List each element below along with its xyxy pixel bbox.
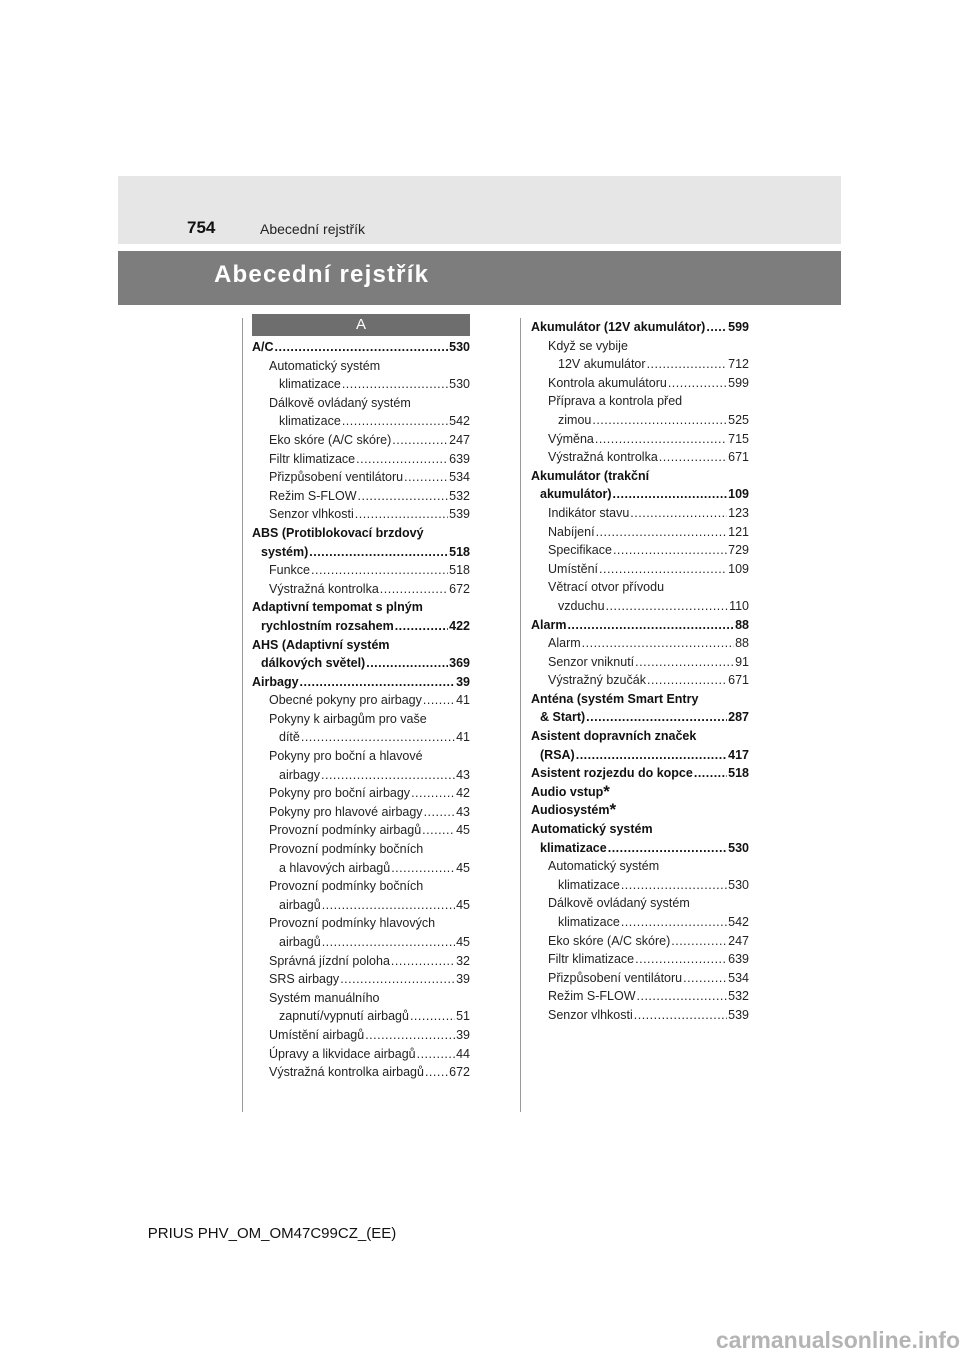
dot-leader: [621, 913, 727, 932]
dot-leader: [410, 1007, 455, 1026]
index-entry-text: Režim S-FLOW: [548, 989, 636, 1004]
index-entry: [531, 430, 749, 449]
index-entry: [531, 727, 749, 746]
index-entry-text: Výstražná kontrolka airbagů: [269, 1065, 424, 1080]
index-page-number: 518: [449, 563, 470, 578]
index-entry-text: Umístění: [548, 561, 599, 576]
index-entry-text: Akumulátor (trakční: [531, 468, 650, 483]
dot-leader: [630, 504, 727, 523]
index-page-number: 247: [449, 432, 470, 447]
index-entry-text: Filtr klimatizace: [269, 451, 356, 466]
header-band: [118, 176, 841, 244]
index-page-number: 88: [735, 636, 749, 651]
index-entry: [531, 950, 749, 969]
index-entry: [252, 728, 470, 747]
dot-leader: [392, 431, 448, 450]
index-entry: [252, 375, 470, 394]
index-entry-text: Senzor vlhkosti: [548, 1007, 633, 1022]
index-entry-text: Provozní podmínky bočních: [269, 879, 424, 894]
index-entry-text: Dálkově ovládaný systém: [548, 896, 690, 911]
dot-leader: [342, 412, 448, 431]
dot-leader: [595, 430, 727, 449]
index-entry-text: Audiosystém: [531, 803, 610, 818]
index-entry-text: Automatický systém: [531, 822, 653, 837]
dot-leader: [301, 728, 455, 747]
index-entry-text: Přizpůsobení ventilátoru: [269, 470, 404, 485]
column-rule-left: [242, 318, 243, 1112]
index-entry: [252, 617, 470, 636]
index-entry: [252, 431, 470, 450]
index-entry-text: klimatizace: [540, 840, 607, 855]
document-footer: PRIUS PHV_OM_OM47C99CZ_(EE): [147, 1225, 397, 1242]
index-entry-text: Senzor vlhkosti: [269, 507, 354, 522]
index-page-number: 532: [449, 488, 470, 503]
dot-leader: [311, 561, 448, 580]
index-entry-text: (RSA): [540, 747, 575, 762]
index-entry-text: Kontrola akumulátoru: [548, 375, 667, 390]
index-entry-text: Nabíjení: [548, 524, 595, 539]
index-entry: [252, 1063, 470, 1082]
dot-leader: [322, 896, 455, 915]
index-entry-text: Pokyny k airbagům pro vaše: [269, 711, 427, 726]
index-page-number: 539: [449, 507, 470, 522]
index-entry: [531, 467, 749, 486]
index-entry: [531, 690, 749, 709]
index-entry: [252, 524, 470, 543]
index-entry-text: Provozní podmínky bočních: [269, 842, 424, 857]
index-entry: [252, 989, 470, 1008]
index-entry-text: klimatizace: [558, 877, 620, 892]
index-page-number: 45: [456, 935, 470, 949]
index-entry-text: akumulátor): [540, 487, 612, 502]
dot-leader: [425, 1063, 448, 1082]
index-entry-text: Výměna: [548, 431, 594, 446]
index-entry: [252, 338, 470, 357]
index-entry-text: SRS airbagy: [269, 972, 340, 987]
index-entry-text: Když se vybije: [548, 338, 628, 353]
index-entry: [252, 859, 470, 878]
index-page-number: 45: [456, 823, 470, 838]
index-page-number: 41: [456, 693, 470, 708]
index-entry-text: Asistent dopravních značek: [531, 729, 697, 744]
index-entry-text: 12V akumulátor: [558, 357, 646, 372]
index-entry-text: Pokyny pro boční airbagy: [269, 786, 411, 801]
index-entry-text: AHS (Adaptivní systém: [252, 637, 390, 652]
index-entry: [531, 987, 749, 1006]
index-entry: [531, 392, 749, 411]
index-page-number: 532: [728, 989, 749, 1004]
index-entry-text: Automatický systém: [269, 358, 381, 373]
dot-leader: [424, 803, 456, 822]
index-page-number: 671: [728, 450, 749, 465]
index-page-number: 109: [728, 561, 749, 576]
index-entry-text: Režim S-FLOW: [269, 488, 357, 503]
dot-leader: [668, 374, 727, 393]
index-entry-text: klimatizace: [279, 414, 341, 429]
index-entry-text: A/C: [252, 340, 274, 354]
index-entry-text: a hlavových airbagů: [279, 860, 391, 875]
index-entry-text: airbagy: [279, 767, 320, 782]
index-entry-text: Větrací otvor přívodu: [548, 580, 665, 595]
index-page-number: 32: [456, 953, 470, 968]
dot-leader: [606, 597, 729, 616]
index-entry: [531, 820, 749, 839]
index-entry: [252, 710, 470, 729]
index-page-number: 287: [728, 710, 749, 725]
dot-leader: [671, 932, 727, 951]
dot-leader: [596, 523, 728, 542]
index-page-number: 39: [456, 674, 470, 689]
index-entry-text: klimatizace: [558, 915, 620, 929]
index-page-number: 599: [728, 320, 749, 334]
index-page-number: 45: [456, 897, 470, 912]
index-page-number: 530: [728, 877, 749, 892]
index-page-number: 530: [449, 340, 470, 354]
index-entry-text: Úpravy a likvidace airbagů: [269, 1046, 416, 1061]
index-entry: [252, 840, 470, 859]
index-page-number: 45: [456, 860, 470, 875]
index-page-number: 42: [456, 786, 470, 801]
dot-leader: [321, 766, 455, 785]
index-entry: [252, 673, 470, 692]
index-entry-text: Umístění airbagů: [269, 1027, 365, 1042]
dot-leader: [423, 691, 455, 710]
index-entry: [252, 394, 470, 413]
dot-leader: [366, 654, 448, 673]
index-page-number: 39: [456, 1027, 470, 1042]
index-entry: [531, 448, 749, 467]
page-number: 754: [187, 218, 216, 237]
index-entry-text: Výstražná kontrolka: [269, 581, 379, 596]
index-entry: [252, 580, 470, 599]
dot-leader: [391, 859, 455, 878]
page-title: Abecední rejstřík: [214, 261, 430, 288]
index-page-number: 110: [729, 598, 749, 613]
index-entry: [252, 952, 470, 971]
dot-leader: [635, 950, 727, 969]
dot-leader: [683, 969, 727, 988]
index-entry: [252, 636, 470, 655]
index-page-number: 247: [728, 933, 749, 948]
dot-leader: [621, 876, 727, 895]
index-entry: [531, 969, 749, 988]
dot-leader: [647, 355, 728, 374]
index-entry-text: Airbagy: [252, 674, 299, 689]
index-entry-text: Indikátor stavu: [548, 505, 630, 520]
index-page-number: 530: [728, 840, 749, 855]
dot-leader: [608, 839, 727, 858]
index-entry-text: Provozní podmínky airbagů: [269, 823, 422, 838]
index-entry: [531, 560, 749, 579]
index-entry: [252, 1045, 470, 1064]
index-page-number: 599: [728, 375, 749, 390]
index-entry: [252, 877, 470, 896]
index-entry-text: Alarm: [531, 617, 567, 632]
index-entry: [531, 857, 749, 876]
dot-leader: [411, 784, 455, 803]
index-entry-text: systém): [261, 544, 309, 559]
index-entry-text: Provozní podmínky hlavových: [269, 916, 436, 931]
index-page-number: 672: [449, 1065, 470, 1080]
dot-leader: [634, 1006, 727, 1025]
index-entry: [252, 598, 470, 617]
index-entry: [252, 543, 470, 562]
dot-leader: [355, 505, 448, 524]
index-entry: [252, 357, 470, 376]
index-entry: [252, 821, 470, 840]
dot-leader: [576, 746, 727, 765]
index-entry-text: airbagů: [279, 897, 321, 912]
dot-leader: [309, 543, 448, 562]
dot-leader: [380, 580, 448, 599]
index-entry: [531, 374, 749, 393]
dot-leader: [417, 1045, 455, 1064]
index-entry-text: Pokyny pro hlavové airbagy: [269, 804, 423, 819]
index-entry-text: Příprava a kontrola před: [548, 394, 683, 409]
dot-leader: [592, 411, 727, 430]
dot-leader: [358, 487, 449, 506]
index-page-number: 542: [728, 915, 749, 929]
index-page-number: 43: [456, 767, 470, 782]
index-entry-text: airbagů: [279, 935, 321, 949]
index-entry: [252, 896, 470, 915]
index-page-number: 525: [728, 412, 749, 427]
index-page-number: 539: [728, 1007, 749, 1022]
index-entry-text: Výstražný bzučák: [548, 673, 646, 688]
index-page-number: 417: [728, 747, 749, 762]
index-entry: [531, 876, 749, 895]
index-page-number: 51: [456, 1009, 470, 1024]
index-entry: [531, 671, 749, 690]
index-entry: [531, 634, 749, 653]
running-header: Abecední rejstřík: [260, 221, 366, 237]
index-page-number: 41: [456, 730, 470, 745]
dot-leader: [647, 671, 727, 690]
index-entry: [531, 523, 749, 542]
index-page-number: 518: [728, 766, 749, 781]
index-entry-text: Alarm: [548, 636, 581, 651]
index-entry: [531, 653, 749, 672]
dot-leader: [567, 616, 734, 635]
dot-leader: [404, 468, 448, 487]
index-entry-text: vzduchu: [558, 598, 605, 613]
index-entry: [252, 970, 470, 989]
index-entry: [531, 337, 749, 356]
dot-leader: [342, 375, 448, 394]
index-entry-text: & Start): [540, 710, 586, 725]
dot-leader: [322, 933, 455, 952]
index-entry-text: Senzor vniknutí: [548, 654, 635, 669]
dot-leader: [637, 987, 728, 1006]
index-page-number: 422: [449, 618, 470, 633]
index-page-number: 729: [728, 543, 749, 558]
index-page-number: 712: [728, 357, 749, 372]
index-entry-text: klimatizace: [279, 377, 341, 392]
index-entry-text: Správná jízdní poloha: [269, 953, 390, 968]
index-page-number: 39: [456, 972, 470, 987]
watermark: carmanualsonline.info: [715, 1327, 960, 1353]
index-entry: [252, 561, 470, 580]
index-entry-text: Přizpůsobení ventilátoru: [548, 970, 683, 985]
index-entry: [252, 914, 470, 933]
index-page-number: 109: [728, 487, 749, 502]
dot-leader: [694, 764, 727, 783]
index-entry-text: zapnutí/vypnutí airbagů: [279, 1009, 409, 1024]
index-page-number: 671: [728, 673, 749, 688]
index-entry-text: ABS (Protiblokovací brzdový: [252, 525, 424, 540]
dot-leader: [635, 653, 734, 672]
index-entry-text: Eko skóre (A/C skóre): [548, 933, 671, 948]
index-page-number: 672: [449, 581, 470, 596]
index-entry: [252, 412, 470, 431]
dot-leader: [275, 338, 449, 357]
dot-leader: [599, 560, 727, 579]
index-entry-text: Výstražná kontrolka: [548, 450, 658, 465]
index-entry-text: Asistent rozjezdu do kopce: [531, 766, 693, 781]
index-entry: Audio vstup *: [531, 781, 610, 801]
index-entry-text: dálkových světel): [261, 656, 366, 671]
index-entry: [531, 485, 749, 504]
index-entry: [531, 764, 749, 783]
section-letter-bar: A: [252, 314, 470, 336]
index-entry: [252, 450, 470, 469]
index-entry: [531, 913, 749, 932]
index-entry-text: Filtr klimatizace: [548, 952, 635, 967]
dot-leader: [391, 952, 455, 971]
index-entry: [531, 541, 749, 560]
index-entry-text: Systém manuálního: [269, 990, 380, 1005]
index-entry: [531, 318, 749, 337]
index-entry: [531, 504, 749, 523]
index-entry: [531, 355, 749, 374]
index-page-number: 121: [728, 524, 749, 539]
index-entry: [531, 597, 749, 616]
index-entry-text: Akumulátor (12V akumulátor): [531, 320, 706, 334]
index-entry: [252, 1026, 470, 1045]
index-entry: [252, 487, 470, 506]
index-entry: [252, 803, 470, 822]
index-entry-text: Automatický systém: [548, 859, 660, 874]
index-entry: [252, 933, 470, 952]
index-entry: [531, 894, 749, 913]
dot-leader: [659, 448, 727, 467]
index-page-number: 639: [449, 451, 470, 466]
index-entry: [531, 932, 749, 951]
index-page-number: 542: [449, 414, 470, 429]
dot-leader: [706, 318, 727, 337]
index-page-number: 91: [735, 654, 749, 669]
index-entry: [531, 616, 749, 635]
index-entry: [252, 691, 470, 710]
dot-leader: [613, 485, 728, 504]
dot-leader: [365, 1026, 455, 1045]
index-entry: [531, 1006, 749, 1025]
index-page-number: 43: [456, 804, 470, 819]
index-entry-text: Funkce: [269, 563, 310, 578]
index-entry: [252, 654, 470, 673]
index-entry-text: zimou: [558, 412, 592, 427]
index-entry: [252, 784, 470, 803]
index-entry: [531, 578, 749, 597]
dot-leader: [422, 821, 455, 840]
index-entry: [531, 708, 749, 727]
index-entry-text: Anténa (systém Smart Entry: [531, 691, 699, 706]
index-entry: [252, 1007, 470, 1026]
index-entry: [252, 747, 470, 766]
index-page-number: 88: [735, 617, 749, 632]
index-page-number: 715: [728, 431, 749, 446]
index-entry: [252, 505, 470, 524]
dot-leader: [582, 634, 734, 653]
index-entry: [531, 839, 749, 858]
index-entry-text: dítě: [279, 730, 300, 745]
index-entry-text: Dálkově ovládaný systém: [269, 395, 411, 410]
index-entry-text: Eko skóre (A/C skóre): [269, 432, 392, 447]
index-entry-text: Obecné pokyny pro airbagy: [269, 693, 422, 708]
index-entry-text: Specifikace: [548, 543, 612, 558]
index-entry-text: rychlostním rozsahem: [261, 618, 394, 633]
index-page-number: 518: [449, 544, 470, 559]
index-entry: [252, 766, 470, 785]
dot-leader: [356, 450, 448, 469]
index-page-number: 44: [456, 1046, 470, 1061]
dot-leader: [613, 541, 727, 560]
column-rule-middle: [520, 318, 521, 1112]
index-entry-text: Pokyny pro boční a hlavové: [269, 749, 423, 764]
index-entry: [252, 468, 470, 487]
index-entry-text: Audio vstup: [531, 784, 604, 799]
index-column-left: [252, 338, 470, 1082]
index-entry: [531, 411, 749, 430]
index-page-number: 534: [728, 970, 749, 985]
index-page-number: 534: [449, 470, 470, 485]
index-page-number: 530: [449, 377, 470, 392]
index-page-number: 123: [728, 505, 749, 520]
index-page-number: 369: [449, 656, 470, 671]
index-entry: [531, 746, 749, 765]
index-entry: Audiosystém *: [531, 800, 617, 820]
dot-leader: [395, 617, 448, 636]
dot-leader: [586, 708, 727, 727]
dot-leader: [300, 673, 456, 692]
index-entry-text: Adaptivní tempomat s plným: [252, 600, 423, 615]
index-column-right: [531, 318, 749, 1025]
index-page-number: 639: [728, 952, 749, 967]
dot-leader: [340, 970, 455, 989]
